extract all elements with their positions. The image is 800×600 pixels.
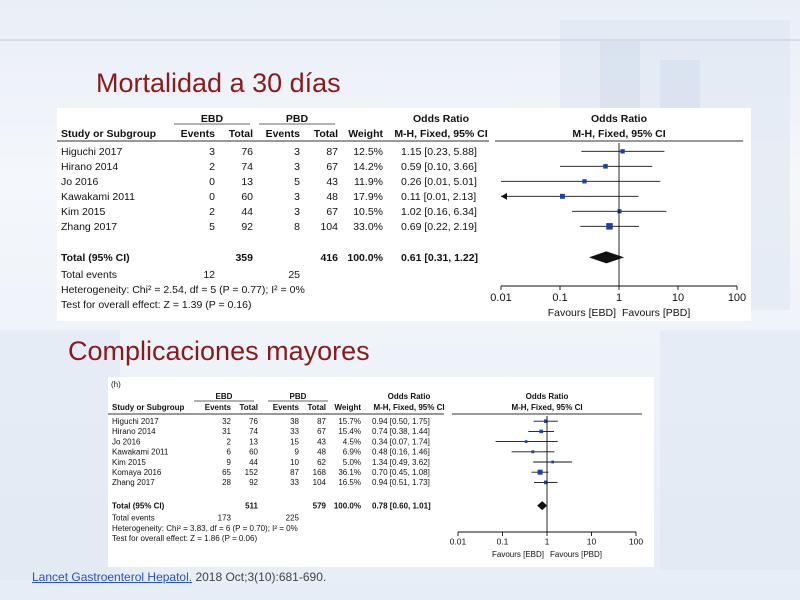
col-header-study: Study or Subgroup xyxy=(112,403,185,412)
pbd-total: 104 xyxy=(320,221,338,233)
ebd-events: 2 xyxy=(226,437,231,447)
total-events-label: Total events xyxy=(61,269,118,281)
pbd-events: 5 xyxy=(294,176,300,188)
study-name: Hirano 2014 xyxy=(61,161,119,173)
pbd-total: 62 xyxy=(317,457,326,467)
forest-plot-complications-svg xyxy=(108,377,654,567)
study-odds-ratio-ci: 0.94 [0.50, 1.75] xyxy=(372,417,430,426)
col-header-ebd-events: Events xyxy=(204,403,231,412)
study-marker xyxy=(560,194,565,199)
ebd-total: 74 xyxy=(241,161,253,173)
pbd-total: 168 xyxy=(312,468,326,477)
total-odds-ratio-ci: 0.61 [0.31, 1.22] xyxy=(401,252,479,264)
study-name: Komaya 2016 xyxy=(112,468,162,477)
study-marker xyxy=(606,223,613,230)
total-ebd: 511 xyxy=(245,501,258,511)
header-group-ebd: EBD xyxy=(200,113,224,125)
total-weight: 100.0% xyxy=(347,252,383,264)
study-marker xyxy=(539,430,543,434)
ebd-total: 60 xyxy=(241,191,253,203)
study-marker xyxy=(551,461,554,464)
favours-pbd-label: Favours [PBD] xyxy=(622,307,691,319)
pbd-total: 43 xyxy=(317,437,326,447)
study-ci-arrow xyxy=(501,193,507,200)
pbd-events: 10 xyxy=(290,457,299,467)
study-marker xyxy=(603,164,608,169)
ebd-events: 32 xyxy=(222,417,231,426)
pbd-events: 15 xyxy=(290,437,299,447)
ebd-events: 6 xyxy=(226,447,231,457)
ebd-events: 2 xyxy=(209,206,215,218)
ebd-events: 28 xyxy=(222,478,231,488)
study-odds-ratio-ci: 0.69 [0.22, 2.19] xyxy=(401,221,477,233)
pbd-total: 67 xyxy=(326,206,338,218)
study-marker xyxy=(538,470,543,475)
col-header-mh-ci-plot: M-H, Fixed, 95% CI xyxy=(572,128,666,140)
ebd-total: 60 xyxy=(249,447,258,457)
pbd-events: 3 xyxy=(294,206,300,218)
heterogeneity-text: Heterogeneity: Chi² = 3.83, df = 6 (P = 0.70); I² = 0% xyxy=(112,523,298,533)
study-weight: 6.9% xyxy=(342,447,361,457)
pbd-events: 8 xyxy=(294,221,300,233)
ebd-events: 3 xyxy=(209,146,215,158)
x-axis-tick-label: 1 xyxy=(544,536,550,547)
pbd-events: 38 xyxy=(290,417,299,426)
header-odds-ratio-plot: Odds Ratio xyxy=(525,392,569,401)
col-header-weight: Weight xyxy=(348,128,383,140)
header-group-ebd: EBD xyxy=(215,392,233,401)
study-name: Higuchi 2017 xyxy=(61,146,123,158)
study-marker xyxy=(617,209,621,213)
pbd-events: 9 xyxy=(294,447,299,457)
x-axis-tick-label: 0.1 xyxy=(496,536,509,547)
header-group-pbd: PBD xyxy=(289,392,307,401)
study-name: Kim 2015 xyxy=(112,457,146,467)
x-axis-tick-label: 10 xyxy=(671,292,685,304)
ebd-events: 2 xyxy=(209,161,215,173)
ebd-total: 76 xyxy=(249,417,258,426)
ebd-total: 13 xyxy=(241,176,253,188)
ebd-events: 65 xyxy=(222,468,231,477)
citation-journal-link[interactable]: Lancet Gastroenterol Hepatol. xyxy=(32,570,193,584)
citation-details: 2018 Oct;3(10):681-690. xyxy=(192,570,327,584)
study-weight: 12.5% xyxy=(353,146,383,158)
col-header-pbd-events: Events xyxy=(272,403,299,412)
study-name: Kim 2015 xyxy=(61,206,106,218)
study-odds-ratio-ci: 1.15 [0.23, 5.88] xyxy=(401,146,477,158)
total-odds-ratio-ci: 0.78 [0.60, 1.01] xyxy=(372,501,431,511)
study-weight: 16.5% xyxy=(338,478,361,488)
study-odds-ratio-ci: 0.94 [0.51, 1.73] xyxy=(372,478,430,488)
study-name: Kawakami 2011 xyxy=(112,447,169,457)
pbd-events: 87 xyxy=(290,468,299,477)
study-name: Zhang 2017 xyxy=(112,478,155,488)
study-name: Hirano 2014 xyxy=(112,427,156,437)
total-events-label: Total events xyxy=(112,513,155,523)
total-pbd: 416 xyxy=(320,252,338,264)
ebd-events: 0 xyxy=(209,191,215,203)
pbd-events: 33 xyxy=(290,427,299,437)
study-odds-ratio-ci: 0.70 [0.45, 1.08] xyxy=(372,468,430,477)
ebd-total: 13 xyxy=(249,437,258,447)
study-weight: 15.7% xyxy=(338,417,361,426)
col-header-mh-ci-plot: M-H, Fixed, 95% CI xyxy=(511,403,583,412)
pbd-events: 33 xyxy=(290,478,299,488)
pbd-total: 43 xyxy=(326,176,338,188)
total-events-pbd: 225 xyxy=(285,513,299,523)
study-odds-ratio-ci: 0.34 [0.07, 1.74] xyxy=(372,437,430,447)
study-weight: 11.9% xyxy=(354,176,383,188)
total-events-ebd: 173 xyxy=(217,513,231,523)
overall-effect-text: Test for overall effect: Z = 1.39 (P = 0.16) xyxy=(61,299,252,311)
col-header-mh-ci-text: M-H, Fixed, 95% CI xyxy=(394,128,488,140)
total-ebd: 359 xyxy=(235,252,253,264)
study-weight: 33.0% xyxy=(353,221,383,233)
ebd-events: 31 xyxy=(222,427,231,437)
study-weight: 15.4% xyxy=(338,427,361,437)
col-header-pbd-events: Events xyxy=(265,128,300,140)
favours-ebd-label: Favours [EBD] xyxy=(491,550,544,559)
ebd-total: 92 xyxy=(241,221,253,233)
study-odds-ratio-ci: 1.34 [0.49, 3.62] xyxy=(372,457,430,467)
x-axis-tick-label: 0.01 xyxy=(490,292,512,304)
citation xyxy=(32,570,326,584)
study-odds-ratio-ci: 0.48 [0.16, 1.46] xyxy=(372,447,430,457)
study-odds-ratio-ci: 0.59 [0.10, 3.66] xyxy=(401,161,477,173)
ebd-total: 74 xyxy=(249,427,258,437)
pbd-total: 48 xyxy=(326,191,338,203)
total-label: Total (95% CI) xyxy=(61,252,130,264)
total-weight: 100.0% xyxy=(333,501,361,511)
study-name: Higuchi 2017 xyxy=(112,417,159,426)
study-weight: 17.9% xyxy=(353,191,383,203)
total-diamond xyxy=(537,501,547,510)
mortality-title: Mortalidad a 30 días xyxy=(96,68,341,98)
ebd-total: 44 xyxy=(249,457,258,467)
header-odds-ratio-plot: Odds Ratio xyxy=(590,113,648,125)
header-odds-ratio-text: Odds Ratio xyxy=(412,113,470,125)
x-axis-tick-label: 10 xyxy=(586,536,597,547)
x-axis-tick-label: 100 xyxy=(628,536,644,547)
pbd-total: 87 xyxy=(317,417,326,426)
col-header-pbd-total: Total xyxy=(307,403,326,412)
x-axis-tick-label: 1 xyxy=(615,292,623,304)
x-axis-tick-label: 0.01 xyxy=(449,536,467,547)
overall-effect-text: Test for overall effect: Z = 1.86 (P = 0.06) xyxy=(112,534,258,543)
study-marker xyxy=(525,440,528,443)
col-header-study: Study or Subgroup xyxy=(61,128,157,140)
ebd-total: 152 xyxy=(244,468,258,477)
study-marker xyxy=(582,179,586,183)
study-odds-ratio-ci: 0.74 [0.38, 1.44] xyxy=(372,427,430,437)
x-axis-tick-label: 0.1 xyxy=(552,292,568,304)
study-odds-ratio-ci: 0.11 [0.01, 2.13] xyxy=(401,191,477,203)
ebd-total: 76 xyxy=(241,146,253,158)
study-name: Jo 2016 xyxy=(61,176,99,188)
study-name: Kawakami 2011 xyxy=(61,191,135,203)
header-odds-ratio-text: Odds Ratio xyxy=(387,392,431,401)
study-weight: 5.0% xyxy=(342,457,361,467)
study-marker xyxy=(620,149,624,153)
study-weight: 4.5% xyxy=(342,437,361,447)
pbd-total: 104 xyxy=(312,478,326,488)
ebd-total: 44 xyxy=(241,206,253,218)
study-name: Zhang 2017 xyxy=(61,221,118,233)
total-events-pbd: 25 xyxy=(288,269,300,281)
complications-title: Complicaciones mayores xyxy=(68,336,370,366)
panel-label: (h) xyxy=(111,380,121,389)
col-header-ebd-events: Events xyxy=(180,128,215,140)
forest-plot-complications xyxy=(108,377,654,567)
ebd-total: 92 xyxy=(249,478,258,488)
study-odds-ratio-ci: 0.26 [0.01, 5.01] xyxy=(401,176,477,188)
total-pbd: 579 xyxy=(312,501,326,511)
pbd-total: 87 xyxy=(326,146,338,158)
study-marker xyxy=(531,450,534,453)
col-header-ebd-total: Total xyxy=(239,403,258,412)
pbd-total: 67 xyxy=(317,427,326,437)
study-weight: 14.2% xyxy=(353,161,383,173)
study-odds-ratio-ci: 1.02 [0.16, 6.34] xyxy=(401,206,477,218)
pbd-events: 3 xyxy=(294,146,300,158)
study-name: Jo 2016 xyxy=(112,437,141,447)
pbd-total: 67 xyxy=(326,161,338,173)
x-axis-tick-label: 100 xyxy=(727,292,747,304)
ebd-events: 0 xyxy=(209,176,215,188)
col-header-ebd-total: Total xyxy=(228,128,253,140)
forest-plot-mortality-svg xyxy=(57,108,751,321)
header-group-pbd: PBD xyxy=(285,113,309,125)
total-events-ebd: 12 xyxy=(203,269,215,281)
col-header-pbd-total: Total xyxy=(313,128,338,140)
col-header-weight: Weight xyxy=(334,403,361,412)
pbd-events: 3 xyxy=(294,161,300,173)
favours-pbd-label: Favours [PBD] xyxy=(550,550,603,559)
favours-ebd-label: Favours [EBD] xyxy=(547,307,616,319)
heterogeneity-text: Heterogeneity: Chi² = 2.54, df = 5 (P = 0.77); I² = 0% xyxy=(61,284,305,296)
pbd-total: 48 xyxy=(317,447,326,457)
total-label: Total (95% CI) xyxy=(112,501,165,511)
ebd-events: 5 xyxy=(209,221,215,233)
col-header-mh-ci-text: M-H, Fixed, 95% CI xyxy=(373,403,445,412)
study-weight: 36.1% xyxy=(338,468,361,477)
ebd-events: 9 xyxy=(226,457,231,467)
forest-plot-mortality xyxy=(57,108,751,321)
study-weight: 10.5% xyxy=(353,206,383,218)
pbd-events: 3 xyxy=(294,191,300,203)
